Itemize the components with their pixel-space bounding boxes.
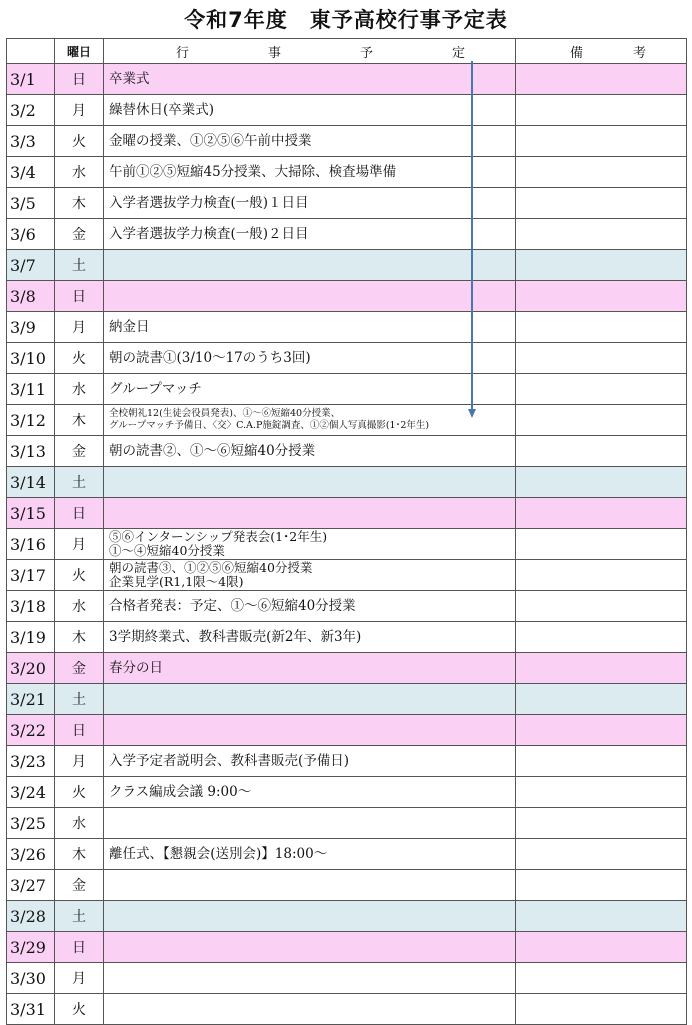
- event-text: 朝の読書②、①～⑥短縮40分授業: [109, 443, 316, 459]
- schedule-row: [7, 963, 687, 994]
- note-header-char: 備: [570, 45, 584, 61]
- weekday-cell: 火: [55, 343, 104, 374]
- header-row: [7, 39, 687, 64]
- schedule-row: [7, 157, 687, 188]
- weekday-cell: 木: [55, 622, 104, 653]
- date-cell: 3/26: [7, 839, 55, 870]
- schedule-row: [7, 374, 687, 405]
- date-cell: 3/16: [7, 529, 55, 560]
- event-cell: [104, 157, 516, 188]
- event-cell: [104, 808, 516, 839]
- schedule-row: [7, 95, 687, 126]
- event-cell: [104, 963, 516, 994]
- schedule-row: [7, 188, 687, 219]
- note-cell: [516, 870, 687, 901]
- date-cell: 3/5: [7, 188, 55, 219]
- event-text: ⑤⑥インターンシップ発表会(1･2年生): [109, 529, 328, 544]
- schedule-row: [7, 343, 687, 374]
- note-cell: [516, 64, 687, 95]
- date-cell: 3/10: [7, 343, 55, 374]
- weekday-cell: 月: [55, 95, 104, 126]
- note-cell: [516, 715, 687, 746]
- weekday-cell: 金: [55, 870, 104, 901]
- event-text-line2: グループマッチ予備日、〈交〉C.A.P施錠調査、①②個人写真撮影(1･2年生): [109, 420, 430, 431]
- note-cell: [516, 374, 687, 405]
- weekday-cell: 土: [55, 467, 104, 498]
- schedule-row: [7, 839, 687, 870]
- weekday-cell: 日: [55, 715, 104, 746]
- page-title: 令和7年度 東予高校行事予定表: [184, 8, 508, 32]
- weekday-cell: 月: [55, 746, 104, 777]
- weekday-cell: 木: [55, 188, 104, 219]
- event-cell: [104, 715, 516, 746]
- schedule-row: [7, 281, 687, 312]
- event-text: 入学予定者説明会、教科書販売(予備日): [109, 753, 350, 769]
- date-cell: 3/23: [7, 746, 55, 777]
- event-cell: [104, 839, 516, 870]
- schedule-row: [7, 653, 687, 684]
- schedule-row: [7, 436, 687, 467]
- event-cell: [104, 436, 516, 467]
- event-text: 繰替休日(卒業式): [109, 102, 215, 118]
- event-text: 入学者選抜学力検査(一般)２日目: [109, 226, 309, 242]
- event-header-char: 事: [267, 45, 281, 61]
- event-text: 3学期終業式、教科書販売(新2年、新3年): [109, 629, 362, 645]
- event-text: 離任式、【懇親会(送別会)】18:00～: [109, 846, 328, 862]
- weekday-cell: 金: [55, 436, 104, 467]
- event-cell: [104, 188, 516, 219]
- date-cell: 3/19: [7, 622, 55, 653]
- date-cell: 3/18: [7, 591, 55, 622]
- schedule-row: [7, 622, 687, 653]
- weekday-cell: 火: [55, 126, 104, 157]
- date-cell: 3/4: [7, 157, 55, 188]
- event-cell: [104, 591, 516, 622]
- date-cell: 3/31: [7, 994, 55, 1025]
- date-header: [7, 39, 55, 64]
- weekday-cell: 木: [55, 839, 104, 870]
- event-text: 金曜の授業、①②⑤⑥午前中授業: [109, 133, 312, 149]
- note-cell: [516, 343, 687, 374]
- date-cell: 3/27: [7, 870, 55, 901]
- event-text-line2: 企業見学(R1,1限～4限): [109, 574, 244, 589]
- note-cell: [516, 622, 687, 653]
- note-cell: [516, 157, 687, 188]
- note-cell: [516, 312, 687, 343]
- weekday-cell: 木: [55, 405, 104, 436]
- note-cell: [516, 653, 687, 684]
- schedule-table: [6, 38, 687, 1025]
- date-cell: 3/21: [7, 684, 55, 715]
- weekday-cell: 土: [55, 901, 104, 932]
- note-cell: [516, 436, 687, 467]
- weekday-cell: 火: [55, 994, 104, 1025]
- weekday-cell: 水: [55, 808, 104, 839]
- event-text-line2: ①～④短縮40分授業: [109, 543, 225, 558]
- date-cell: 3/14: [7, 467, 55, 498]
- weekday-cell: 土: [55, 250, 104, 281]
- event-text: 朝の読書①(3/10～17のうち3回): [109, 350, 311, 366]
- weekday-cell: 月: [55, 963, 104, 994]
- schedule-row: [7, 932, 687, 963]
- weekday-cell: 水: [55, 374, 104, 405]
- event-text: 全校朝礼12(生徒会役員発表)、①～⑥短縮40分授業、: [109, 408, 341, 419]
- event-text: 朝の読書③、①②⑤⑥短縮40分授業: [109, 560, 313, 575]
- weekday-cell: 水: [55, 157, 104, 188]
- date-cell: 3/29: [7, 932, 55, 963]
- schedule-row: [7, 870, 687, 901]
- event-cell: [104, 777, 516, 808]
- note-cell: [516, 684, 687, 715]
- date-cell: 3/25: [7, 808, 55, 839]
- schedule-row: [7, 405, 687, 436]
- note-header-char: 考: [632, 45, 646, 61]
- weekday-cell: 日: [55, 281, 104, 312]
- date-cell: 3/20: [7, 653, 55, 684]
- event-cell: [104, 312, 516, 343]
- note-cell: [516, 932, 687, 963]
- date-cell: 3/7: [7, 250, 55, 281]
- note-cell: [516, 219, 687, 250]
- date-cell: 3/3: [7, 126, 55, 157]
- note-cell: [516, 95, 687, 126]
- event-cell: [104, 281, 516, 312]
- date-cell: 3/15: [7, 498, 55, 529]
- schedule-row: [7, 808, 687, 839]
- event-cell: [104, 684, 516, 715]
- date-cell: 3/11: [7, 374, 55, 405]
- note-cell: [516, 281, 687, 312]
- schedule-row: [7, 591, 687, 622]
- event-text: 納金日: [109, 319, 150, 335]
- note-cell: [516, 746, 687, 777]
- weekday-cell: 金: [55, 653, 104, 684]
- event-cell: [104, 374, 516, 405]
- weekday-cell: 火: [55, 777, 104, 808]
- weekday-cell: 日: [55, 932, 104, 963]
- weekday-cell: 日: [55, 498, 104, 529]
- event-header-char: 行: [176, 45, 190, 61]
- event-cell: [104, 901, 516, 932]
- schedule-row: [7, 560, 687, 591]
- schedule-row: [7, 312, 687, 343]
- date-cell: 3/24: [7, 777, 55, 808]
- weekday-cell: 月: [55, 529, 104, 560]
- schedule-row: [7, 498, 687, 529]
- schedule-row: [7, 715, 687, 746]
- event-cell: [104, 467, 516, 498]
- event-text: 合格者発表：予定、①～⑥短縮40分授業: [109, 598, 356, 614]
- note-cell: [516, 808, 687, 839]
- date-cell: 3/8: [7, 281, 55, 312]
- event-cell: [104, 560, 516, 591]
- schedule-row: [7, 777, 687, 808]
- date-cell: 3/30: [7, 963, 55, 994]
- date-cell: 3/28: [7, 901, 55, 932]
- event-cell: [104, 126, 516, 157]
- event-cell: [104, 994, 516, 1025]
- weekday-cell: 金: [55, 219, 104, 250]
- schedule-row: [7, 250, 687, 281]
- weekday-cell: 土: [55, 684, 104, 715]
- schedule-row: [7, 126, 687, 157]
- event-text: クラス編成会議 9:00～: [109, 784, 252, 800]
- event-cell: [104, 219, 516, 250]
- event-cell: [104, 95, 516, 126]
- weekday-cell: 月: [55, 312, 104, 343]
- note-cell: [516, 188, 687, 219]
- note-cell: [516, 250, 687, 281]
- event-cell: [104, 64, 516, 95]
- note-cell: [516, 591, 687, 622]
- event-cell: [104, 870, 516, 901]
- schedule-row: [7, 529, 687, 560]
- weekday-cell: 日: [55, 64, 104, 95]
- schedule-row: [7, 467, 687, 498]
- note-cell: [516, 994, 687, 1025]
- note-cell: [516, 560, 687, 591]
- schedule-row: [7, 64, 687, 95]
- event-header: [104, 39, 516, 64]
- date-cell: 3/6: [7, 219, 55, 250]
- schedule-row: [7, 901, 687, 932]
- event-cell: [104, 622, 516, 653]
- schedule-row: [7, 219, 687, 250]
- event-cell: [104, 405, 516, 436]
- note-cell: [516, 405, 687, 436]
- date-cell: 3/13: [7, 436, 55, 467]
- event-cell: [104, 653, 516, 684]
- note-cell: [516, 777, 687, 808]
- date-cell: 3/1: [7, 64, 55, 95]
- note-cell: [516, 901, 687, 932]
- event-text: グループマッチ: [109, 381, 202, 397]
- event-cell: [104, 932, 516, 963]
- note-cell: [516, 498, 687, 529]
- date-cell: 3/2: [7, 95, 55, 126]
- event-text: 入学者選抜学力検査(一般)１日目: [109, 195, 309, 211]
- note-cell: [516, 529, 687, 560]
- schedule-row: [7, 684, 687, 715]
- note-cell: [516, 963, 687, 994]
- event-text: 午前①②⑤短縮45分授業、大掃除、検査場準備: [109, 164, 397, 180]
- note-cell: [516, 467, 687, 498]
- event-cell: [104, 343, 516, 374]
- note-cell: [516, 126, 687, 157]
- date-cell: 3/9: [7, 312, 55, 343]
- event-cell: [104, 498, 516, 529]
- note-header: [516, 39, 687, 64]
- event-header-char: 予: [359, 45, 373, 61]
- weekday-cell: 水: [55, 591, 104, 622]
- note-cell: [516, 839, 687, 870]
- event-text: 春分の日: [109, 660, 163, 676]
- event-text: 卒業式: [109, 71, 150, 87]
- date-cell: 3/22: [7, 715, 55, 746]
- youbi-header: 曜日: [55, 39, 104, 64]
- date-cell: 3/17: [7, 560, 55, 591]
- event-cell: [104, 529, 516, 560]
- event-cell: [104, 250, 516, 281]
- date-cell: 3/12: [7, 405, 55, 436]
- schedule-row: [7, 746, 687, 777]
- weekday-cell: 火: [55, 560, 104, 591]
- event-header-char: 定: [451, 45, 465, 61]
- event-cell: [104, 746, 516, 777]
- schedule-row: [7, 994, 687, 1025]
